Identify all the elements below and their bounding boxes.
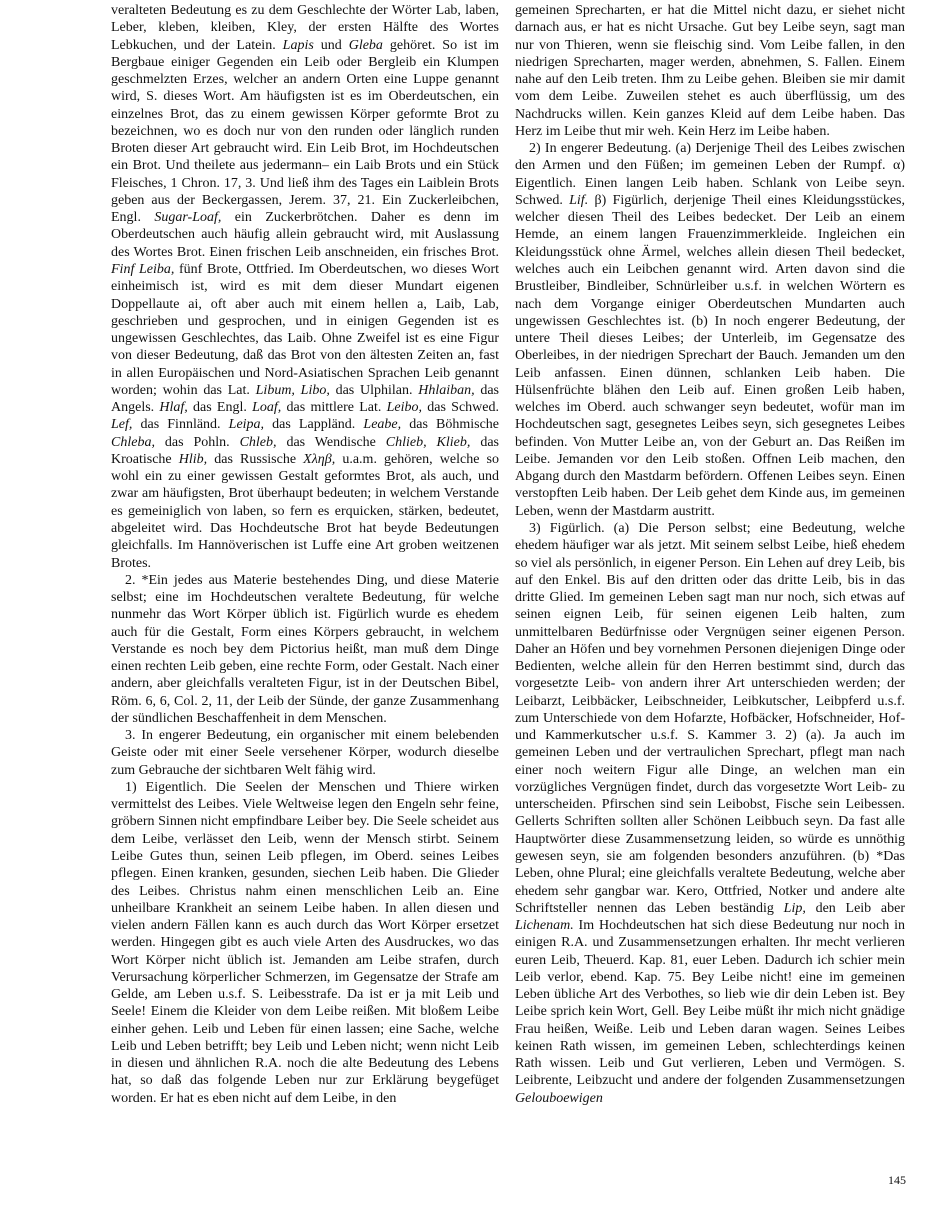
text-run: β) Figürlich, derjenige Theil eines Kleidungsstückes, welcher diesen Theil des Leibes bedecket. Der Leib an einem Hemde, an einem langen Frauenzimmerkleide. Ingleichen ein Kleidungsstück ohne Ärmel, welches allein diesen Theil bedecket, welches auch ein Leibchen genannt wird. Arten davon sind die Brustleiber, Bindleiber, Schnürleiber u.s.f. in welchen Wörtern es nach dem Vorgange einiger Oberdeutschen Mundarten auch ungewissen Geschlechtes ist. (b) In noch engerer Bedeutung, der untere Theil dieses Leibes; der Unterleib, im Gegensatze des Oberleibes, in der niedrigen Sprechart der Bauch. Jemanden um den Leib anfassen. Einen dünnen, schlanken Leib haben. Die Hülsenfrüchte blähen den Leib auf. Einen großen Leib haben, welches im Oberd. auch schwanger seyn bedeutet, wofür man im Hochdeutschen sagt, gesegnetes Leibes seyn, sich gesegnetes Leibes befinden. Von Mutter Leibe an, von der Geburt an. Das Reißen im Leibe. Jemanden vor den Leib stoßen. Offnen Leib machen, den Abgang durch den Mastdarm befördern. Offenen Leibes seyn. Einen verstopften Leib haben. Der Leib gehet dem Kinde aus, im gemeinen Leben, wenn der Mastdarm austritt.	[515, 192, 905, 519]
italic-term: Chleb,	[239, 434, 277, 450]
text-run: 3. In engerer Bedeutung, ein organischer mit einem belebenden Geiste oder mit einer Seele versehener Körper, wodurch dieselbe zum Gebrauche der sichtbaren Welt fähig wird.	[111, 728, 499, 778]
italic-term: Loaf,	[252, 400, 282, 416]
paragraph	[515, 2, 905, 140]
text-run: gemeinen Sprecharten, er hat die Mittel nicht dazu, er siehet nicht darnach aus, er hat es nicht Ursache. Gut bey Leibe seyn, sagt man nur von Thieren, wenn sie fleischig sind. Vom Leibe fallen, in den niedrigen Sprecharten, mager werden, abnehmen, S. Fallen. Einem nahe auf den Leib treten. Ihm zu Leibe gehen. Bleiben sie mir damit vom dem Leibe. Zuweilen stehet es auch überflüssig, um des Nachdrucks willen. Kein ganzes Kleid auf dem Leibe haben. Das Herz im Leibe thut mir weh. Kein Herz im Leibe haben.	[515, 3, 905, 139]
paragraph	[111, 779, 499, 1107]
text-run: ein Zuckerbrötchen. Daher es denn im Oberdeutschen auch häufig allein gebraucht wird, mit Auslassung des Wortes Brot. Einen frischen Leib anschneiden, ein frisches Brot.	[111, 210, 499, 260]
paragraph	[111, 572, 499, 727]
paragraph	[111, 727, 499, 779]
text-run: 2) In engerer Bedeutung. (a) Derjenige Theil des Leibes zwischen den Armen und den Füßen; im gemeinen Leben der Rumpf. α) Eigentlich. Einen langen Leib haben. Schlank von Leibe seyn. Schwed.	[515, 141, 905, 208]
italic-term: Sugar-Loaf,	[154, 210, 222, 226]
text-run: das Böhmische	[401, 417, 499, 433]
italic-term: Gelouboewigen	[515, 1090, 603, 1106]
text-run: und	[313, 37, 349, 53]
text-run: 1) Eigentlich. Die Seelen der Menschen und Thiere wirken vermittelst des Leibes. Viele Weltweise legen den Engeln sehr feine, gröbern Sinnen nicht empfindbare Leiber bey. Die Seele scheidet aus dem Leibe, verlässet den Leib, wenn der Mensch stirbt. Seinem Leibe Gutes thun, seinen Leib pflegen, im Oberd. seines Leibes pflegen. Einen kranken, gesunden, siechen Leib haben. Die Glieder des Leibes. Christus nahm einen menschlichen Leib an. Eine unheilbare Krankheit an seinem Leibe haben. In allen diesen und vielen andern Fällen kann es auch durch das Wort Körper ersetzet werden. Hingegen gibt es auch viele Arten des Ausdruckes, wo das Wort Körper nicht üblich ist. Jemanden am Leibe strafen, durch Verursachung körperlicher Schmerzen, im Gegensatze der Strafe am Gelde, am Leben u.s.f. S. Leibesstrafe. Da ist er ja mit Leib und Seele! Einem die Kleider von dem Leibe reißen. Mit bloßem Leibe einher gehen. Leib und Leben für einen lassen; eine Sache, welche Leib und Leben betrifft; bey Leib und Leben nicht; wenn nicht Leib in diesen und ähnlichen R.A. noch die alte Bedeutung des Lebens hat, so daß das folgende Leben nur zur Erklärung beygefüget worden. Er hat es eben nicht auf dem Leibe, in den	[111, 779, 499, 1106]
italic-term: Hlib,	[178, 451, 208, 467]
italic-term: Lef,	[111, 417, 133, 433]
italic-term: Lip,	[783, 900, 806, 916]
italic-term: Finf Leiba,	[111, 261, 175, 277]
text-run: das Schwed.	[422, 400, 499, 416]
italic-term: Lapis	[282, 37, 314, 53]
text-run: u.a.m. gehören, welche so wohl ein zu einer gewissen Gestalt geformtes Brot, als auch, und zwar am häufigsten, Brot überhaupt bedeuten; in welchem Verstande es gemeiniglich von laben, so fern es erquicken, stärken, bedeutet, abgeleitet wird. Das Hochdeutsche Brot hat beyde Bedeutungen gleichfalls. Im Hannöverischen ist Luffe eine Art groben weitzenen Brotes.	[111, 451, 499, 571]
italic-term: Leabe,	[363, 417, 402, 433]
text-run: das Lappländ.	[264, 417, 364, 433]
text-run: gehöret. So ist im Bergbaue einiger Gegenden ein Leib oder Bergleib ein Klumpen geschmelzten Erzes, welcher an andern Orten eine Luppe genannt wird, S. dieses Wort. Am häufigsten ist es im Oberdeutschen, ein einzelnes Brot, das zu einem gewissen Körper geformte Brot zu bezeichnen, wo es doch nur von den runden oder länglich runden Broten dieser Art gebraucht wird. Ein Leib Brot, im Hochdeutschen ein Brot. Und theilete aus jedermann– ein Laib Brots und ein Stück Fleisches, 1 Chron. 17, 3. Und ließ ihm des Tages ein Laiblein Brots geben aus der Beckergassen, Jerem. 37, 21. Ein Zuckerleibchen, Engl.	[111, 37, 500, 226]
italic-term: Gleba	[348, 37, 383, 53]
text-run: das Ulphilan.	[329, 382, 419, 398]
italic-term: Hhlaiban,	[418, 382, 475, 398]
text-run: 3) Figürlich. (a) Die Person selbst; eine Bedeutung, welche ehedem häufiger war als jetzt. Mit seinem selbst Leibe, hieß ehedem so viel als persönlich, in eigener Person. Ein Lehen auf drey Leib, bis auf den Enkel. Bis auf den dritten oder das dritte Leib, bis in das dritte Glied. Im gemeinen Leben sagt man nur noch, sich etwas auf seinen eignen Leib, für seinen eigenen Leib halten, zum unmittelbaren Bedürfnisse oder Vergnügen seiner eigenen Person. Daher an Höfen und bey vornehmen Personen diejenigen Dinge oder Bedienten, welche allein für den Herren bestimmt sind, durch das vorgesetzte Leib- von andern ihrer Art unterschieden werden; der Leibarzt, Leibbäcker, Leibschneider, Leibkutscher, Leibpferd u.s.f. zum Unterschiede von dem Hofarzte, Hofbäcker, Hofschneider, Hof- und Kammerkutscher u.s.f. S. Kammer 3. 2) (a). Ja auch im gemeinen Leben und der vertraulichen Sprechart, pflegt man nach einer noch weitern Figur alle Dinge, an welchen man ein vorzügliches Vergnügen findet, durch das vorgesetzte Wort Leib- zu unterscheiden. Pfirschen sind sein Leibobst, Fische sein Leibessen. Gellerts Schriften sollten aller Schönen Leibbuch seyn. Da fast alle Hauptwörter diese Zusammensetzung leiden, so würde es unnöthig gewesen seyn, sie am folgenden besonders anzuführen. (b) *Das Leben, ohne Plural; eine gleichfalls veraltete Bedeutung, welche aber ehedem sehr gangbar war. Kero, Ottfried, Notker und andere alte Schriftsteller nennen das Leben beständig	[515, 520, 905, 916]
italic-term: Χληβ,	[303, 451, 336, 467]
italic-term: Chleba,	[111, 434, 155, 450]
left-column	[111, 2, 499, 1107]
text-run: das Russische	[207, 451, 304, 467]
paragraph	[111, 2, 499, 572]
paragraph	[515, 140, 905, 520]
right-column	[515, 2, 905, 1107]
italic-term: Leipa,	[228, 417, 265, 433]
text-run: das Pohln.	[154, 434, 240, 450]
text-run: fünf Brote, Ottfried. Im Oberdeutschen, wo dieses Wort einheimisch ist, wird es mit dem dieser Mundart eigenen Doppellaute ai, oft aber auch mit einem hellen a, Laib, Lab, geschrieben und gesprochen, und in einigen Gegenden ist es ungewissen Geschlechtes, das Laib. Ohne Zweifel ist es eine Figur von dieser Bedeutung, daß das Brot von den ältesten Zeiten an, fast in allen Europäischen und Nord-Asiatischen Sprachen Leib genannt worden; wohin das Lat.	[111, 261, 499, 398]
text-run: das Kroatische	[111, 434, 499, 467]
italic-term: Chlieb, Klieb,	[385, 434, 471, 450]
text-run: das Finnländ.	[132, 417, 229, 433]
text-run: Im Hochdeutschen hat sich diese Bedeutung nur noch in einigen R.A. und Zusammensetzungen erhalten. Ihr mecht verlieren euren Leib, Theuerd. Kap. 81, euer Leben. Dadurch ich schier mein Leib verlor, ebend. Kap. 75. Bey Leibe nicht! eine im gemeinen Leben übliche Art des Verbothes, so lieb wie dir dein Leben ist. Bey Leibe sprich kein Wort, Gell. Bey Leibe müßt ihr mich nicht gnädige Frau heißen, Weiße. Leib und Leben daran wagen. Seines Leibes keinen Rath wissen, im gemeinen Leben, schlechterdings keinen Rath wissen. Leib und Gut verlieren, Leben und Vermögen. S. Leibrente, Leibzucht und andere der folgenden Zusammensetzungen	[515, 918, 905, 1089]
text-run: 2. *Ein jedes aus Materie bestehendes Ding, und diese Materie selbst; eine im Hochdeutschen veraltete Bedeutung, für welche nunmehr das Wort Körper üblich ist. Figürlich wurde es ehedem auch für die Gestalt, Form eines Körpers gebraucht, in welchem Verstande es noch bey dem Pictorius heißt, man muß dem Dinge einen rechten Leib geben, eine rechte Form, oder Gestalt. Nach einer andern, aber gleichfalls veralteten Figur, ist in der Deutschen Bibel, Röm. 6, 6, Col. 2, 11, der Leib der Sünde, der ganze Zusammenhang der sündlichen Beschaffenheit in dem Menschen.	[111, 572, 499, 726]
text-run: das Wendische	[276, 434, 386, 450]
page-number: 145	[888, 1173, 906, 1187]
paragraph	[515, 520, 905, 1107]
italic-term: Leibo,	[386, 400, 423, 416]
text-run: veralteten Bedeutung es zu dem Geschlechte der Wörter Lab, laben, Leber, kleben, kleiben, Kley, der ersten Hälfte des Wortes Lebkuchen, und der Latein.	[111, 3, 499, 53]
italic-term: Lichenam.	[515, 918, 574, 934]
text-run: das Angels.	[111, 382, 499, 416]
text-run: das Engl.	[187, 400, 253, 416]
italic-term: Hlaf,	[159, 400, 188, 416]
italic-term: Libum, Libo,	[255, 382, 330, 398]
text-run: das mittlere Lat.	[281, 400, 387, 416]
text-run: den Leib aber	[805, 900, 905, 916]
italic-term: Lif.	[569, 192, 589, 208]
